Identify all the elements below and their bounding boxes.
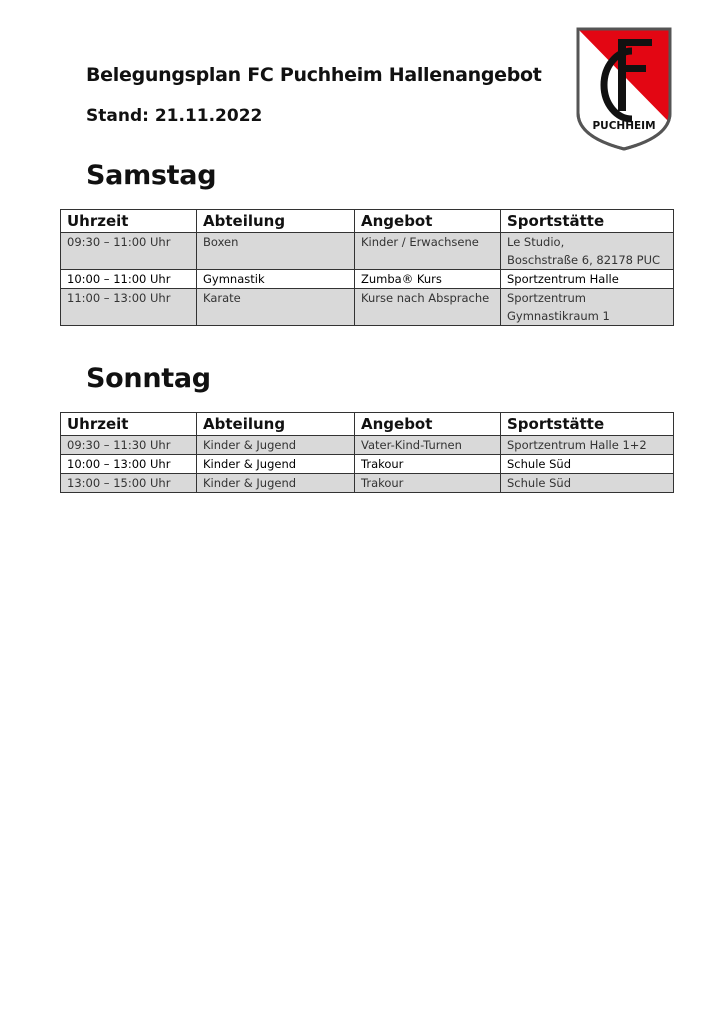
col-header-angebot: Angebot xyxy=(355,413,501,436)
cell-zeit: 13:00 – 15:00 Uhr xyxy=(61,474,197,493)
cell-angebot: Kinder / Erwachsene xyxy=(355,233,501,270)
document-date: Stand: 21.11.2022 xyxy=(86,106,263,126)
col-header-sportstaette: Sportstätte xyxy=(501,210,674,233)
table-header-row xyxy=(61,210,674,233)
cell-zeit: 10:00 – 11:00 Uhr xyxy=(61,270,197,289)
cell-abteilung: Kinder & Jugend xyxy=(197,436,355,455)
table-header-row xyxy=(61,413,674,436)
cell-zeit: 10:00 – 13:00 Uhr xyxy=(61,455,197,474)
cell-ort-line2: Boschstraße 6, 82178 PUC xyxy=(507,253,661,267)
cell-abteilung: Boxen xyxy=(197,233,355,270)
cell-angebot: Trakour xyxy=(355,474,501,493)
table-row xyxy=(61,455,674,474)
col-header-angebot: Angebot xyxy=(355,210,501,233)
cell-angebot: Kurse nach Absprache xyxy=(355,289,501,326)
cell-angebot: Trakour xyxy=(355,455,501,474)
cell-angebot: Vater-Kind-Turnen xyxy=(355,436,501,455)
cell-ort: Sportzentrum Halle 1+2 xyxy=(501,436,674,455)
sonntag-heading: Sonntag xyxy=(86,363,211,394)
col-header-uhrzeit: Uhrzeit xyxy=(61,413,197,436)
cell-ort: Sportzentrum Halle xyxy=(501,270,674,289)
samstag-table xyxy=(60,209,674,326)
cell-ort-line2: Gymnastikraum 1 xyxy=(507,309,610,323)
cell-ort: Schule Süd xyxy=(501,474,674,493)
cell-ort xyxy=(501,233,674,270)
cell-zeit: 09:30 – 11:00 Uhr xyxy=(61,233,197,270)
cell-abteilung: Kinder & Jugend xyxy=(197,474,355,493)
cell-ort-line1: Le Studio, xyxy=(507,235,565,249)
sonntag-table xyxy=(60,412,674,493)
cell-ort xyxy=(501,289,674,326)
col-header-abteilung: Abteilung xyxy=(197,413,355,436)
cell-abteilung: Karate xyxy=(197,289,355,326)
cell-ort-line1: Sportzentrum xyxy=(507,291,587,305)
table-row xyxy=(61,233,674,270)
col-header-uhrzeit: Uhrzeit xyxy=(61,210,197,233)
document-title: Belegungsplan FC Puchheim Hallenangebot xyxy=(86,64,542,86)
samstag-heading: Samstag xyxy=(86,160,217,191)
cell-abteilung: Gymnastik xyxy=(197,270,355,289)
cell-zeit: 11:00 – 13:00 Uhr xyxy=(61,289,197,326)
logo-text: PUCHHEIM xyxy=(592,120,656,132)
cell-ort: Schule Süd xyxy=(501,455,674,474)
table-row xyxy=(61,474,674,493)
cell-abteilung: Kinder & Jugend xyxy=(197,455,355,474)
cell-zeit: 09:30 – 11:30 Uhr xyxy=(61,436,197,455)
fc-puchheim-logo xyxy=(574,25,674,153)
cell-angebot: Zumba® Kurs xyxy=(355,270,501,289)
table-row xyxy=(61,289,674,326)
col-header-abteilung: Abteilung xyxy=(197,210,355,233)
table-row xyxy=(61,436,674,455)
col-header-sportstaette: Sportstätte xyxy=(501,413,674,436)
table-row xyxy=(61,270,674,289)
